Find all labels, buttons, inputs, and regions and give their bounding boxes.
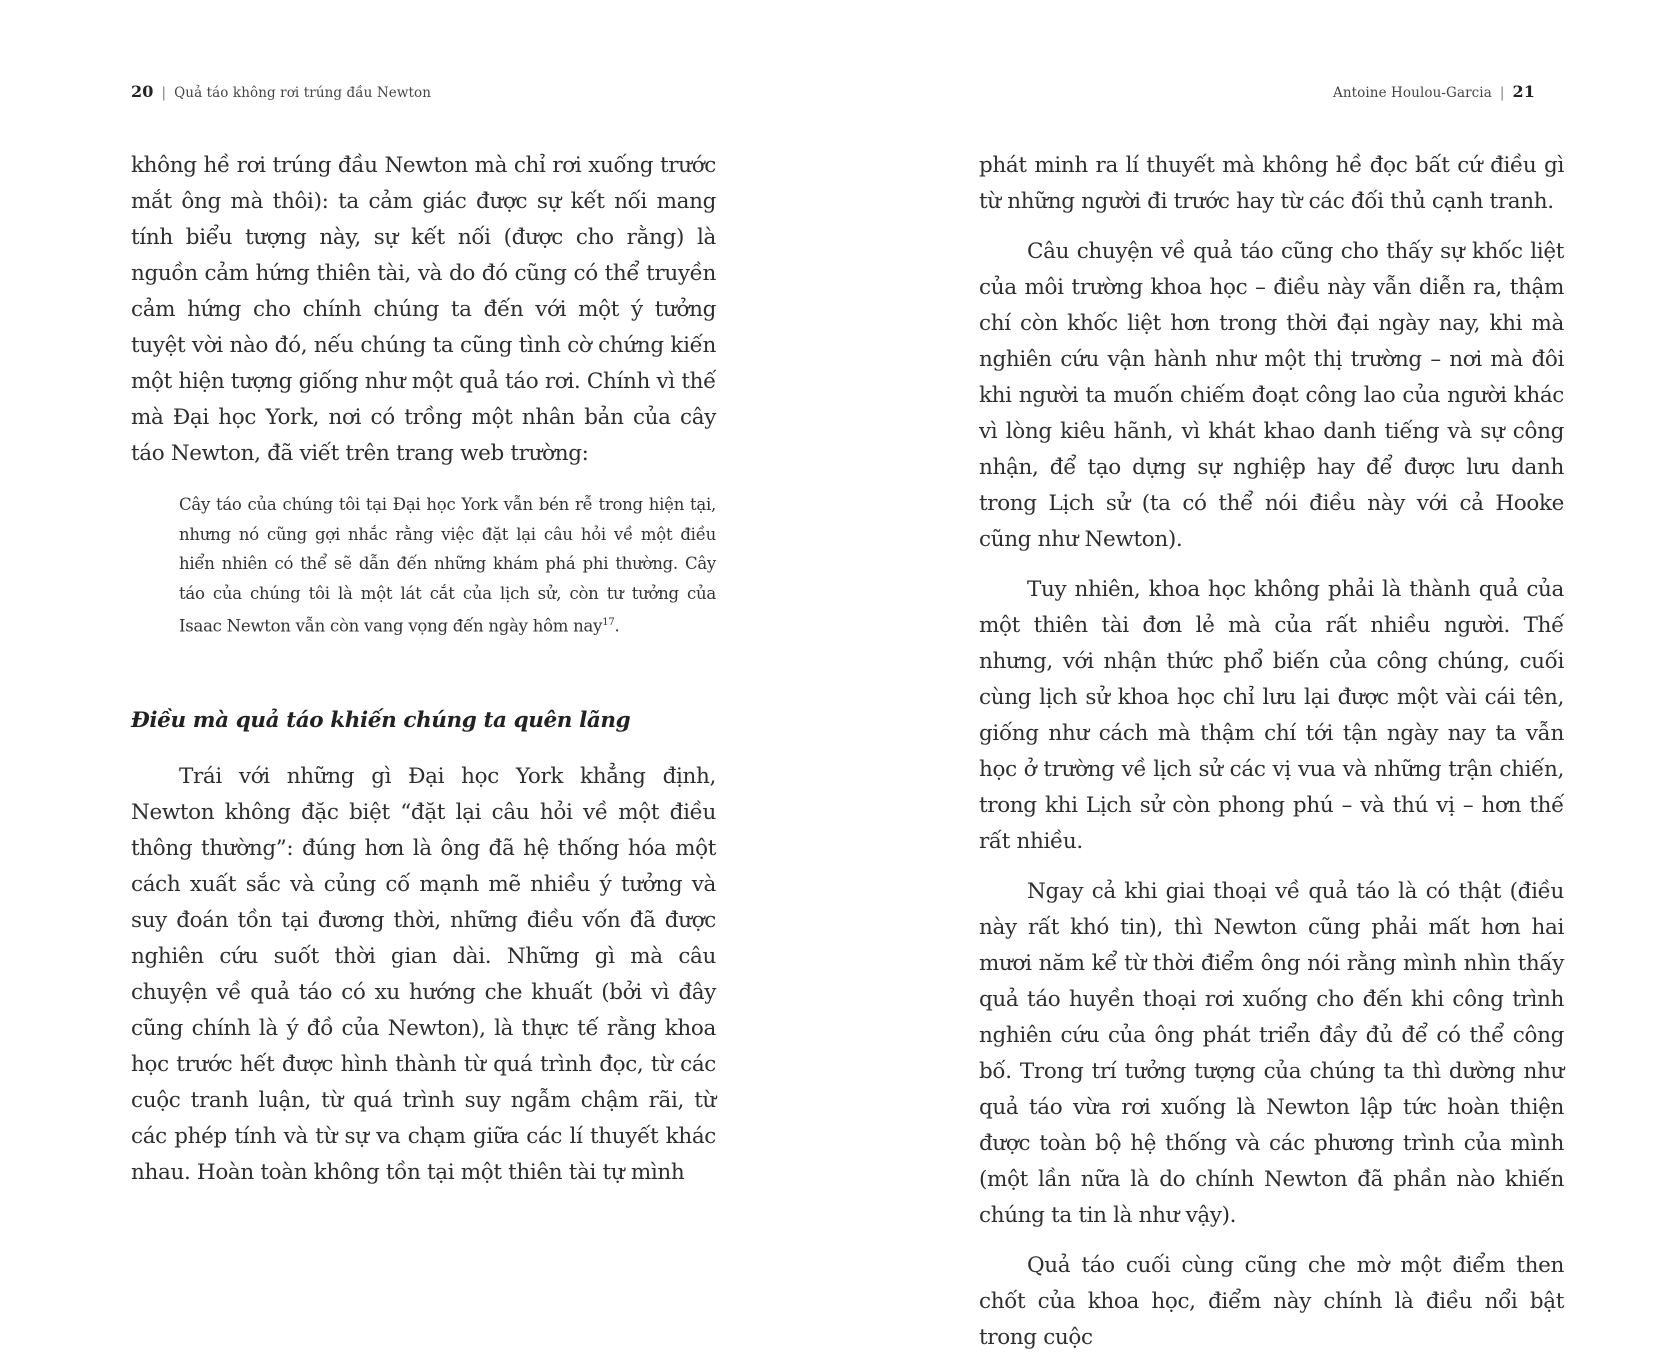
right-text-column xyxy=(979,148,1564,1356)
left-page xyxy=(0,0,839,1264)
header-separator: | xyxy=(1499,85,1505,101)
block-quote xyxy=(179,490,716,641)
left-page-number: 20 xyxy=(131,82,154,101)
right-paragraph-3: Tuy nhiên, khoa học không phải là thành quả của một thiên tài đơn lẻ mà của rất nhiều người. Thế nhưng, với nhận thức phổ biến của công chúng, cuối cùng lịch sử khoa học chỉ lưu lại được một vài cái tên, giống như cách mà thậm chí tới tận ngày nay ta vẫn học ở trường về lịch sử các vị vua và những trận chiến, trong khi Lịch sử còn phong phú – và thú vị – hơn thế rất nhiều. xyxy=(979,577,1564,854)
block-quote-text: Cây táo của chúng tôi tại Đại học York vẫn bén rễ trong hiện tại, nhưng nó cũng gợi nhắc rằng việc đặt lại câu hỏi về một điều hiển nhiên có thể sẽ dẫn đến những khám phá phi thường. Cây táo của chúng tôi là một lát cắt của lịch sử, còn tư tưởng của Isaac Newton vẫn còn vang vọng đến ngày hôm nay xyxy=(179,495,716,636)
left-paragraph-2: Trái với những gì Đại học York khẳng định, Newton không đặc biệt “đặt lại câu hỏi về một điều thông thường”: đúng hơn là ông đã hệ thống hóa một cách xuất sắc và củng cố mạnh mẽ nhiều ý tưởng và suy đoán tồn tại đương thời, những điều vốn đã được nghiên cứu suốt thời gian dài. Những gì mà câu chuyện về quả táo có xu hướng che khuất (bởi vì đây cũng chính là ý đồ của Newton), là thực tế rằng khoa học trước hết được hình thành từ quá trình đọc, từ các cuộc tranh luận, từ quá trình suy ngẫm chậm rãi, từ các phép tính và từ sự va chạm giữa các lí thuyết khác nhau. Hoàn toàn không tồn tại một thiên tài tự mình xyxy=(131,764,716,1185)
right-paragraph-2: Câu chuyện về quả táo cũng cho thấy sự khốc liệt của môi trường khoa học – điều này vẫn diễn ra, thậm chí còn khốc liệt hơn trong thời đại ngày nay, khi mà nghiên cứu vận hành như một thị trường – nơi mà đôi khi người ta muốn chiếm đoạt công lao của người khác vì lòng kiêu hãnh, vì khát khao danh tiếng và sự công nhận, để tạo dựng sự nghiệp hay để được lưu danh trong Lịch sử (ta có thể nói điều này với cả Hooke cũng như Newton). xyxy=(979,239,1564,552)
footnote-marker: 17 xyxy=(602,617,615,628)
left-running-title: Quả táo không rơi trúng đầu Newton xyxy=(174,85,432,101)
left-running-header xyxy=(131,82,431,101)
right-running-title: Antoine Houlou-Garcia xyxy=(1332,85,1492,101)
block-quote-end: . xyxy=(614,616,620,636)
right-page-number: 21 xyxy=(1512,82,1535,101)
header-separator: | xyxy=(161,85,167,101)
section-heading: Điều mà quả táo khiến chúng ta quên lãng xyxy=(131,708,631,733)
right-running-header xyxy=(1333,82,1535,101)
right-paragraph-1: phát minh ra lí thuyết mà không hề đọc bất cứ điều gì từ những người đi trước hay từ các đối thủ cạnh tranh. xyxy=(979,153,1564,214)
right-paragraph-4: Ngay cả khi giai thoại về quả táo là có thật (điều này rất khó tin), thì Newton cũng phải mất hơn hai mươi năm kể từ thời điểm ông nói rằng mình nhìn thấy quả táo huyền thoại rơi xuống cho đến khi công trình nghiên cứu của ông phát triển đầy đủ để có thể công bố. Trong trí tưởng tượng của chúng ta thì dường như quả táo vừa rơi xuống là Newton lập tức hoàn thiện được toàn bộ hệ thống và các phương trình của mình (một lần nữa là do chính Newton đã phần nào khiến chúng ta tin là như vậy). xyxy=(979,879,1564,1228)
right-page xyxy=(839,0,1678,1350)
right-paragraph-5: Quả táo cuối cùng cũng che mờ một điểm then chốt của khoa học, điểm này chính là điều nổi bật trong cuộc xyxy=(979,1253,1564,1350)
left-paragraph-1: không hề rơi trúng đầu Newton mà chỉ rơi xuống trước mắt ông mà thôi): ta cảm giác được sự kết nối mang tính biểu tượng này, sự kết nối (được cho rằng) là nguồn cảm hứng thiên tài, và do đó cũng có thể truyền cảm hứng cho chính chúng ta đến với một ý tưởng tuyệt vời nào đó, nếu chúng ta cũng tình cờ chứng kiến một hiện tượng giống như một quả táo rơi. Chính vì thế mà Đại học York, nơi có trồng một nhân bản của cây táo Newton, đã viết trên trang web trường: xyxy=(131,153,716,466)
left-text-column xyxy=(131,148,716,1191)
